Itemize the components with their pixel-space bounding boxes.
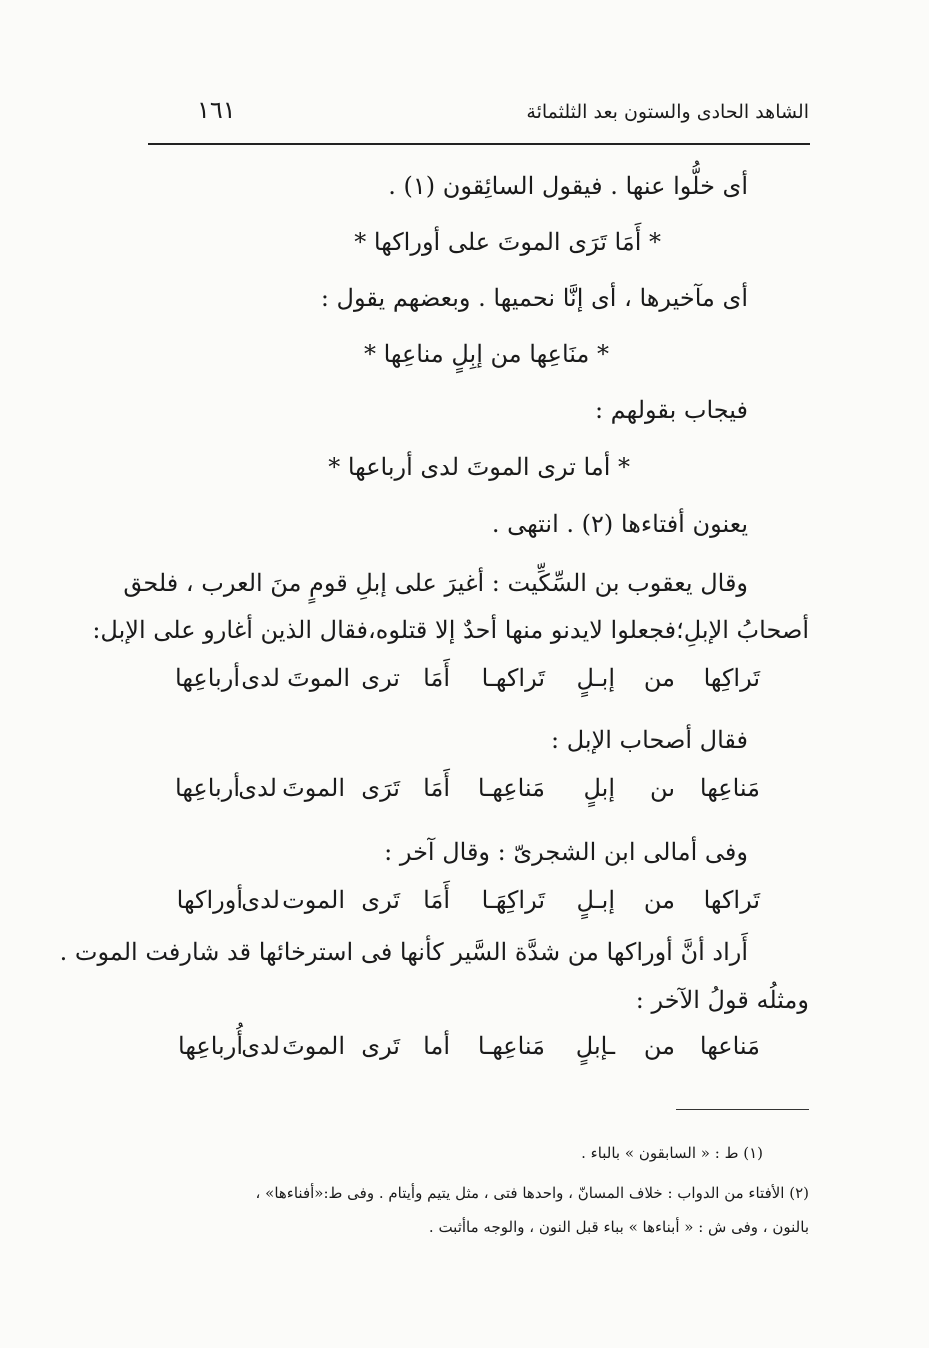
poem-word: الموت bbox=[282, 886, 345, 914]
poem-word: من bbox=[643, 1032, 675, 1060]
poem-word: من bbox=[643, 886, 675, 914]
paragraph-line-2: أصحابُ الإبلِ؛فجعلوا لايدنو منها أحدٌ إلا قتلوه،فقال الذين أغارو على الإبل: bbox=[92, 616, 809, 644]
poem-word: أُرباعِها bbox=[178, 1032, 243, 1060]
poem-word: الموتَ bbox=[287, 664, 350, 692]
poem-line-3 bbox=[176, 886, 760, 920]
poem-word: أَمَا bbox=[423, 886, 450, 914]
poem-word: تَرى bbox=[361, 1032, 400, 1060]
page-number: ١٦١ bbox=[197, 96, 236, 124]
poem-word: ـإبلٍ bbox=[575, 1032, 615, 1060]
poem-word: أرباعِها bbox=[175, 664, 240, 692]
poem-word: تَراكهـا bbox=[481, 664, 545, 692]
poem-line-4 bbox=[180, 1032, 760, 1066]
poem-line-2 bbox=[175, 774, 760, 808]
poem-word: ىن bbox=[650, 774, 675, 802]
poem-word: تَرى bbox=[361, 886, 400, 914]
poem-word: مَناعِهـا bbox=[477, 774, 545, 802]
text-line-6: وفى أمالى ابن الشجرىّ : وقال آخر : bbox=[384, 838, 748, 866]
header-rule bbox=[148, 143, 810, 145]
poem-word: أما bbox=[423, 1032, 450, 1060]
text-line-2: أى مآخيرها ، أى إنَّا نحميها . وبعضهم يقول : bbox=[320, 284, 748, 312]
poem-word: لدى bbox=[238, 774, 277, 802]
verse-line-1: * أَمَا تَرَى الموتَ على أوراكها * bbox=[354, 228, 661, 256]
verse-line-3: * أما ترى الموتَ لدى أرباعها * bbox=[328, 453, 630, 481]
footnote-2-continued: بالنون ، وفى ش : « أبناءها » بباء قبل النون ، والوجه ماأثبت . bbox=[428, 1218, 809, 1236]
poem-word: تَراكها bbox=[703, 886, 760, 914]
text-line-7: أَراد أنَّ أوراكها من شدَّة السَّير كأنها فى استرخائها قد شارفت الموت . bbox=[59, 938, 748, 966]
poem-word: أَمَا bbox=[423, 774, 450, 802]
poem-line-1 bbox=[175, 664, 760, 698]
poem-word: ترى bbox=[361, 664, 400, 692]
poem-word: تَرَى bbox=[361, 774, 400, 802]
poem-word: إبلٍ bbox=[583, 774, 615, 802]
poem-word: مَناعِهـا bbox=[477, 1032, 545, 1060]
text-line-8: ومثلُه قولُ الآخر : bbox=[635, 986, 809, 1014]
paragraph-line-1: وقال يعقوب بن السِّكِّيت : أغيرَ على إبلِ قومٍ منَ العرب ، فلحق bbox=[123, 569, 748, 597]
poem-word: تَراكِها bbox=[703, 664, 760, 692]
footnote-1: (١) ط : « السابقون » بالباء . bbox=[581, 1144, 763, 1162]
poem-word: مَناعِها bbox=[699, 774, 760, 802]
verse-line-2: * منَاعِها من إبِلٍ مناعِها * bbox=[363, 340, 609, 368]
text-line-4: يعنون أفتاءها (٢) . انتهى . bbox=[491, 510, 748, 538]
poem-word: الموتَ bbox=[282, 1032, 345, 1060]
poem-word: الموتَ bbox=[282, 774, 345, 802]
poem-word: تَراكِهَـا bbox=[481, 886, 545, 914]
poem-word: أرباعِها bbox=[175, 774, 240, 802]
text-line-5: فقال أصحاب الإبل : bbox=[551, 726, 748, 754]
poem-word: أوراكها bbox=[176, 886, 243, 914]
footnote-2: (٢) الأفتاء من الدواب : خلاف المسانّ ، واحدها فتى ، مثل يتيم وأيتام . وفى ط:«أفناءها» ، bbox=[255, 1184, 809, 1202]
poem-word: مَناعها bbox=[699, 1032, 760, 1060]
text-line-1: أى خلُّوا عنها . فيقول السائِقون (١) . bbox=[388, 172, 748, 200]
poem-word: لدى bbox=[241, 1032, 280, 1060]
running-header-title: الشاهد الحادى والستون بعد الثلثمائة bbox=[526, 101, 809, 123]
poem-word: إبـلٍ bbox=[576, 664, 615, 692]
text-line-3: فيجاب بقولهم : bbox=[594, 396, 748, 424]
poem-word: من bbox=[643, 664, 675, 692]
poem-word: لدى bbox=[241, 886, 280, 914]
poem-word: إبـلٍ bbox=[576, 886, 615, 914]
poem-word: أَمَا bbox=[423, 664, 450, 692]
footnote-rule bbox=[676, 1109, 809, 1110]
poem-word: لدى bbox=[241, 664, 280, 692]
